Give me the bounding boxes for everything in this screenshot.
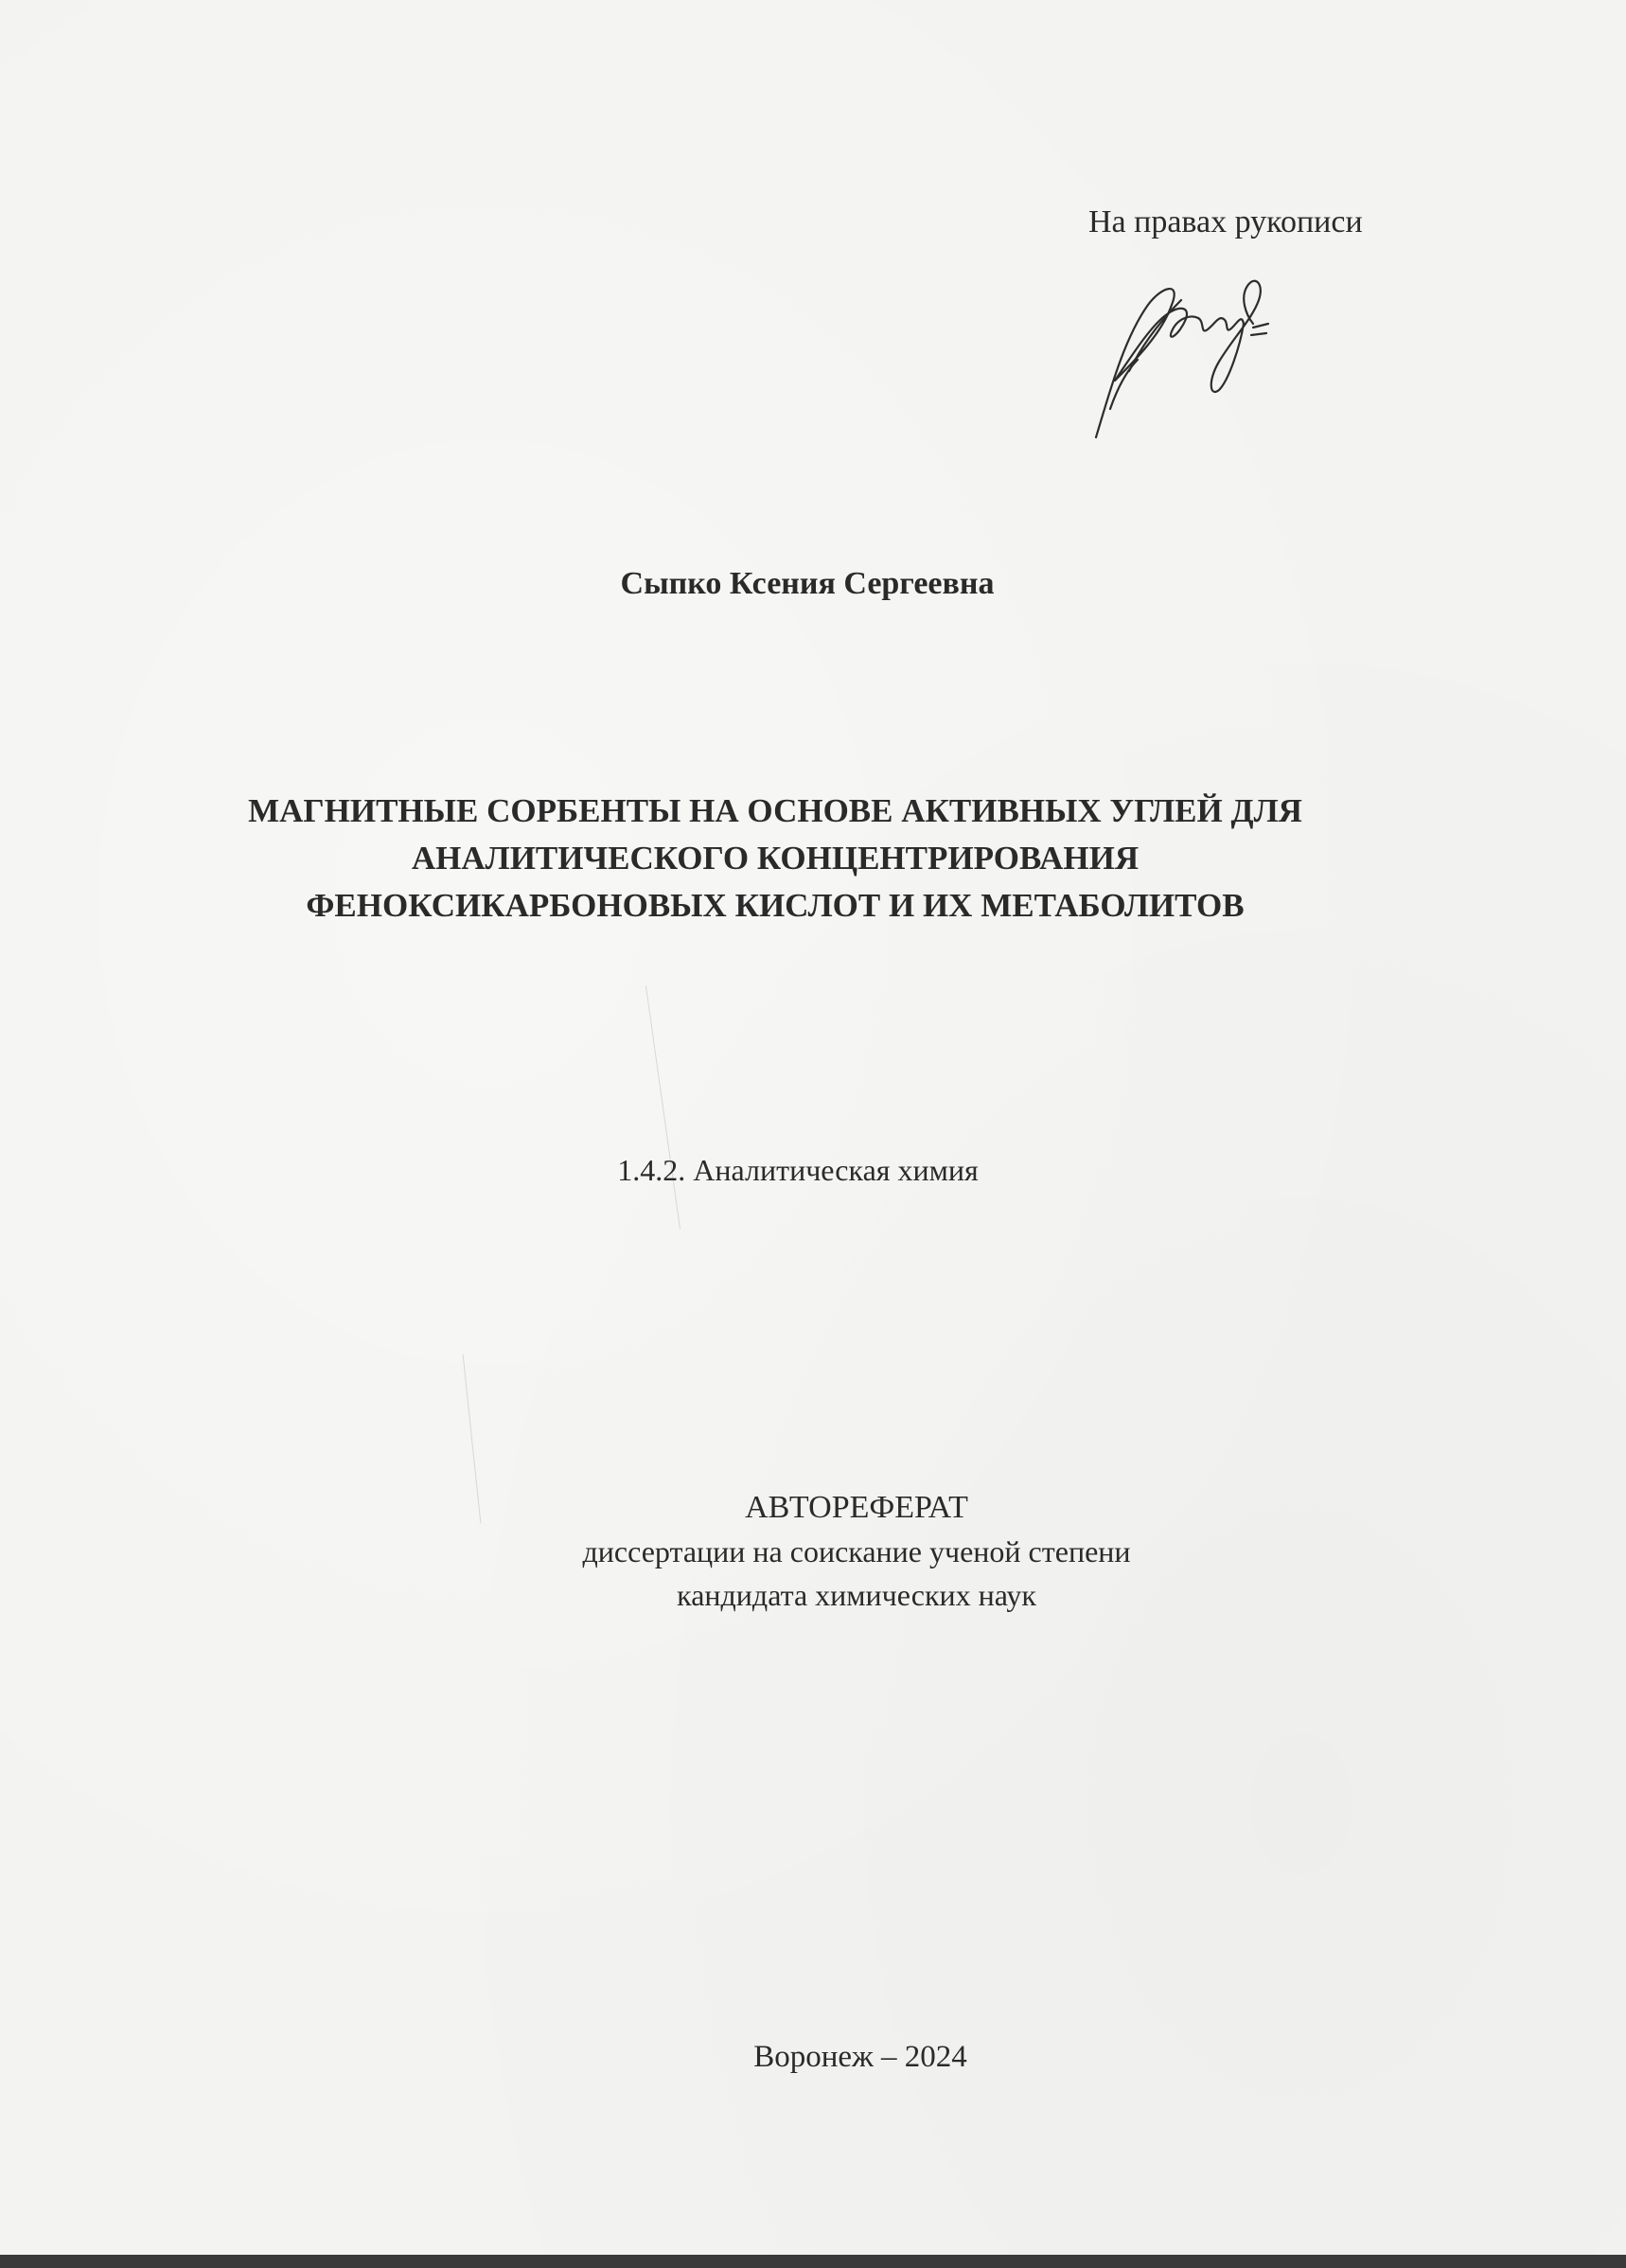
place-and-year: Воронеж – 2024	[753, 2040, 967, 2074]
paper-crease	[645, 985, 680, 1230]
dissertation-title	[0, 788, 1588, 930]
document-type	[44, 1486, 1626, 1617]
document-type-label: АВТОРЕФЕРАТ	[745, 1490, 968, 1525]
title-line: МАГНИТНЫЕ СОРБЕНТЫ НА ОСНОВЕ АКТИВНЫХ УГЛЕЙ ДЛЯ	[248, 792, 1302, 829]
title-line: ФЕНОКСИКАРБОНОВЫХ КИСЛОТ И ИХ МЕТАБОЛИТОВ	[306, 887, 1245, 924]
handwritten-signature	[1058, 248, 1276, 456]
scan-bottom-edge	[0, 2255, 1626, 2268]
specialty-code: 1.4.2. Аналитическая химия	[617, 1153, 979, 1187]
manuscript-note: На правах рукописи	[1088, 204, 1363, 239]
degree-line: диссертации на соискание ученой степени	[582, 1534, 1131, 1568]
title-line: АНАЛИТИЧЕСКОГО КОНЦЕНТРИРОВАНИЯ	[411, 840, 1140, 877]
degree-line: кандидата химических наук	[677, 1578, 1036, 1612]
author-name: Сыпко Ксения Сергеевна	[620, 566, 995, 601]
